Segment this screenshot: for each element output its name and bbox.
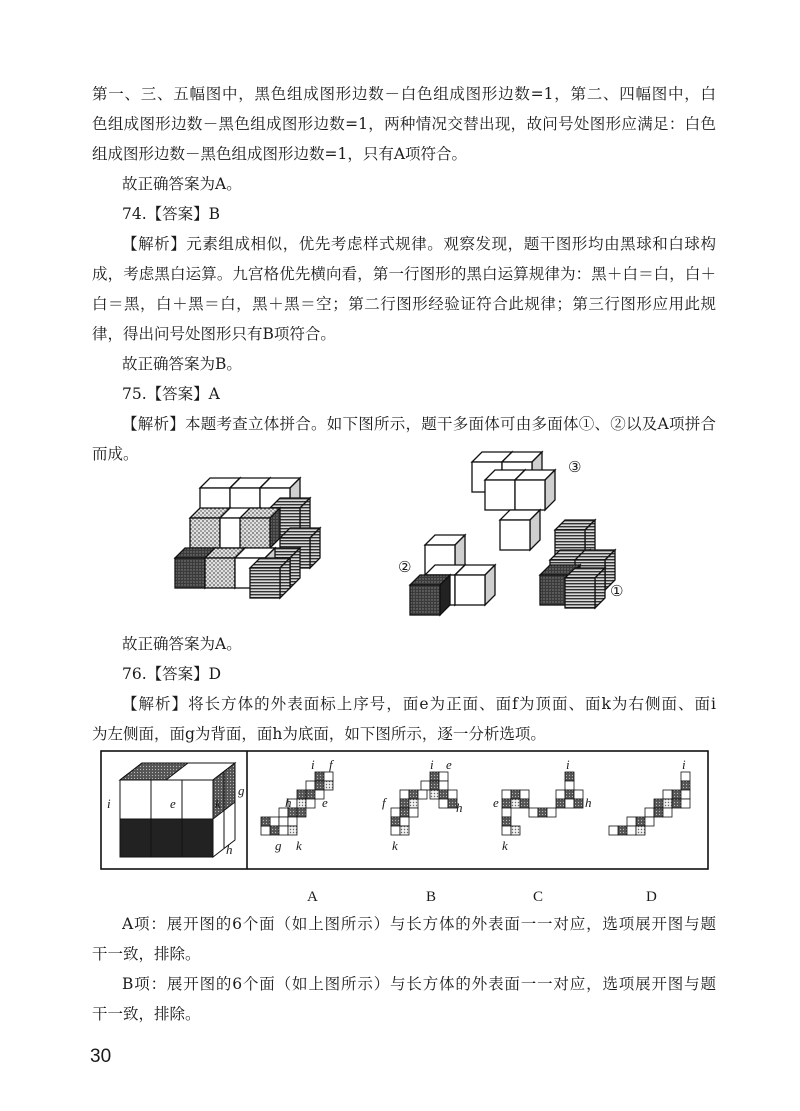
text-line: B项：展开图的6个面（如上图所示）与长方体的外表面一一对应，选项展开图与题 [122, 975, 716, 993]
label-i: i [682, 757, 686, 772]
label-1: ① [610, 582, 624, 600]
net-option-b [382, 757, 463, 853]
label-k: k [296, 838, 302, 853]
figure-75-cubes [160, 450, 640, 620]
option-label-b: B [426, 889, 437, 905]
label-e: e [170, 796, 176, 811]
text-line: 白＝黑，白＋黑＝白，黑＋黑＝空；第二行图形经验证符合此规律；第三行图形应用此规 [92, 295, 716, 313]
label-h: h [585, 795, 592, 810]
option-label-d: D [646, 889, 657, 905]
label-2: ② [398, 558, 412, 576]
label-g: g [275, 838, 282, 853]
label-k: k [392, 838, 398, 853]
net-option-d [609, 757, 690, 835]
label-h: h [285, 795, 292, 810]
answer-heading-76: 76.【答案】D [122, 665, 222, 683]
answer-heading-75: 75.【答案】A [122, 385, 220, 403]
text-line: 【解析】本题考查立体拼合。如下图所示，题干多面体可由多面体①、②以及A项拼合 [122, 415, 716, 433]
label-i: i [107, 796, 111, 811]
label-i: i [311, 757, 315, 772]
option-label-a: A [307, 889, 318, 905]
label-i: i [430, 757, 434, 772]
text-line: 色组成图形边数－黑色组成图形边数=1，两种情况交替出现，故问号处图形应满足：白色 [92, 115, 716, 133]
option-label-c: C [533, 889, 544, 905]
text-line: 【解析】将长方体的外表面标上序号，面e为正面、面f为顶面、面k为右侧面、面i [122, 695, 716, 713]
text-line: 而成。 [92, 445, 139, 463]
label-i: i [566, 757, 570, 772]
text-line: 干一致，排除。 [92, 945, 201, 963]
figure-76-nets [100, 750, 710, 872]
label-k: k [502, 838, 508, 853]
text-line: 第一、三、五幅图中，黑色组成图形边数－白色组成图形边数=1，第二、四幅图中，白 [92, 85, 716, 103]
label-g: g [238, 783, 245, 798]
label-e: e [493, 795, 499, 810]
cuboid-diagram [107, 763, 245, 857]
text-line: 故正确答案为A。 [122, 635, 242, 653]
text-line: 律，得出问号处图形只有B项符合。 [92, 325, 336, 343]
label-h: h [226, 842, 233, 857]
text-line: 成，考虑黑白运算。九宫格优先横向看，第一行图形的黑白运算规律为：黑＋白＝白，白＋ [92, 265, 716, 283]
label-3: ③ [568, 458, 582, 476]
page-number: 30 [90, 1046, 112, 1067]
text-line: 【解析】元素组成相似，优先考虑样式规律。观察发现，题干图形均由黑球和白球构 [122, 235, 716, 253]
text-line: 干一致，排除。 [92, 1005, 201, 1023]
text-line: 组成图形边数－黑色组成图形边数=1，只有A项符合。 [92, 145, 468, 163]
label-f: f [329, 757, 333, 772]
label-k: k [215, 796, 221, 811]
net-option-c [493, 757, 592, 853]
net-option-a [261, 757, 335, 853]
label-e: e [322, 795, 328, 810]
label-h: h [456, 800, 463, 815]
label-f: f [382, 795, 386, 810]
label-e: e [446, 757, 452, 772]
text-line: 故正确答案为A。 [122, 175, 242, 193]
text-line: 故正确答案为B。 [122, 355, 242, 373]
text-line: 为左侧面，面g为背面，面h为底面，如下图所示，逐一分析选项。 [92, 725, 546, 743]
answer-heading-74: 74.【答案】B [122, 205, 221, 223]
text-line: A项：展开图的6个面（如上图所示）与长方体的外表面一一对应，选项展开图与题 [122, 915, 716, 933]
